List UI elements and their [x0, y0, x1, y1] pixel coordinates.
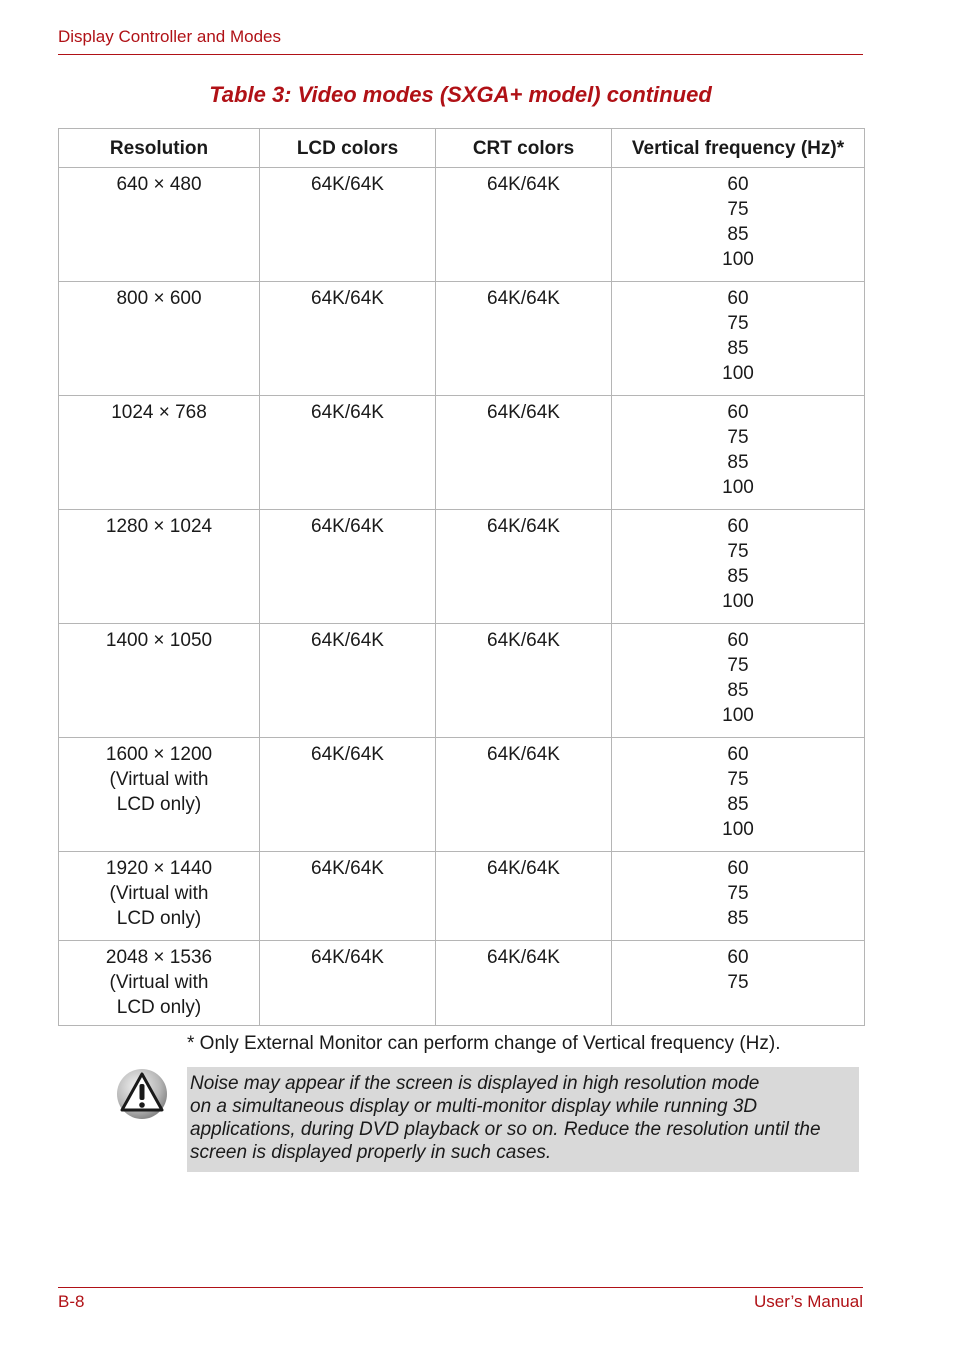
- resolution-value: 800 × 600: [116, 288, 202, 309]
- lcd-colors-cell: 64K/64K: [260, 941, 436, 1026]
- resolution-note: (Virtual with: [109, 769, 209, 790]
- frequency-value: 60: [727, 516, 749, 537]
- resolution-value: 1400 × 1050: [105, 630, 213, 651]
- footer-rule: [58, 1287, 863, 1288]
- resolution-value: 1024 × 768: [111, 402, 207, 423]
- crt-colors-cell: 64K/64K: [436, 282, 612, 396]
- frequency-value: 100: [722, 477, 754, 498]
- frequency-cell: [612, 396, 865, 510]
- column-header-vertical-frequency: Vertical frequency (Hz)*: [612, 129, 865, 168]
- table-row: [59, 396, 865, 510]
- caution-icon: [116, 1068, 168, 1120]
- lcd-colors-cell: 64K/64K: [260, 852, 436, 941]
- frequency-value: 75: [727, 769, 749, 790]
- frequency-value: 75: [727, 313, 749, 334]
- frequency-value: 100: [722, 705, 754, 726]
- column-header-lcd-colors: LCD colors: [260, 129, 436, 168]
- crt-colors-cell: 64K/64K: [436, 510, 612, 624]
- resolution-note: LCD only): [116, 794, 202, 815]
- frequency-value: 85: [727, 452, 749, 473]
- table-caption: Table 3: Video modes (SXGA+ model) continued: [209, 82, 712, 107]
- resolution-value: 1600 × 1200: [105, 744, 213, 765]
- table-header-row: [59, 129, 865, 168]
- crt-colors-cell: 64K/64K: [436, 168, 612, 282]
- frequency-cell: [612, 282, 865, 396]
- frequency-value: 100: [722, 363, 754, 384]
- crt-colors-cell: 64K/64K: [436, 396, 612, 510]
- resolution-value: 640 × 480: [116, 174, 202, 195]
- caution-note-line: screen is displayed properly in such cases.: [190, 1142, 552, 1163]
- page-number: B-8: [58, 1292, 85, 1311]
- frequency-value: 60: [727, 288, 749, 309]
- table-row: [59, 510, 865, 624]
- lcd-colors-cell: 64K/64K: [260, 168, 436, 282]
- running-header: Display Controller and Modes: [58, 27, 281, 46]
- header-rule: [58, 54, 863, 55]
- table-row: [59, 168, 865, 282]
- frequency-value: 75: [727, 541, 749, 562]
- frequency-value: 75: [727, 655, 749, 676]
- lcd-colors-cell: 64K/64K: [260, 282, 436, 396]
- frequency-value: 60: [727, 630, 749, 651]
- crt-colors-cell: 64K/64K: [436, 738, 612, 852]
- table-row: [59, 282, 865, 396]
- resolution-cell: [59, 510, 260, 624]
- frequency-cell: [612, 852, 865, 941]
- table-row: [59, 941, 865, 1026]
- frequency-value: 85: [727, 338, 749, 359]
- frequency-value: 85: [727, 680, 749, 701]
- manual-title: User’s Manual: [754, 1292, 863, 1311]
- frequency-value: 100: [722, 249, 754, 270]
- frequency-value: 75: [727, 883, 749, 904]
- frequency-value: 75: [727, 972, 749, 993]
- lcd-colors-cell: 64K/64K: [260, 738, 436, 852]
- frequency-value: 100: [722, 591, 754, 612]
- resolution-note: (Virtual with: [109, 883, 209, 904]
- frequency-value: 75: [727, 427, 749, 448]
- frequency-cell: [612, 510, 865, 624]
- resolution-value: 1920 × 1440: [105, 858, 213, 879]
- frequency-cell: [612, 941, 865, 1026]
- resolution-cell: [59, 852, 260, 941]
- video-modes-table: [58, 128, 865, 1026]
- frequency-cell: [612, 168, 865, 282]
- resolution-cell: [59, 396, 260, 510]
- crt-colors-cell: 64K/64K: [436, 624, 612, 738]
- resolution-note: LCD only): [116, 997, 202, 1018]
- frequency-value: 85: [727, 224, 749, 245]
- resolution-note: (Virtual with: [109, 972, 209, 993]
- frequency-value: 85: [727, 566, 749, 587]
- resolution-note: LCD only): [116, 908, 202, 929]
- frequency-cell: [612, 624, 865, 738]
- frequency-value: 85: [727, 794, 749, 815]
- frequency-value: 60: [727, 402, 749, 423]
- frequency-value: 100: [722, 819, 754, 840]
- resolution-value: 2048 × 1536: [105, 947, 213, 968]
- table-row: [59, 852, 865, 941]
- crt-colors-cell: 64K/64K: [436, 941, 612, 1026]
- caution-note-line: Noise may appear if the screen is displayed in high resolution mode: [190, 1073, 760, 1094]
- resolution-cell: [59, 168, 260, 282]
- frequency-value: 85: [727, 908, 749, 929]
- lcd-colors-cell: 64K/64K: [260, 510, 436, 624]
- frequency-value: 75: [727, 199, 749, 220]
- table-footnote: * Only External Monitor can perform change of Vertical frequency (Hz).: [187, 1033, 781, 1054]
- resolution-cell: [59, 624, 260, 738]
- frequency-value: 60: [727, 947, 749, 968]
- caution-note: [187, 1067, 859, 1172]
- frequency-value: 60: [727, 858, 749, 879]
- caution-note-line: on a simultaneous display or multi-monitor display while running 3D: [190, 1096, 758, 1117]
- frequency-cell: [612, 738, 865, 852]
- caution-note-line: applications, during DVD playback or so on. Reduce the resolution until the: [190, 1119, 821, 1140]
- lcd-colors-cell: 64K/64K: [260, 396, 436, 510]
- frequency-value: 60: [727, 174, 749, 195]
- table-row: [59, 738, 865, 852]
- column-header-crt-colors: CRT colors: [436, 129, 612, 168]
- column-header-resolution: Resolution: [59, 129, 260, 168]
- table-row: [59, 624, 865, 738]
- resolution-cell: [59, 282, 260, 396]
- resolution-cell: [59, 941, 260, 1026]
- lcd-colors-cell: 64K/64K: [260, 624, 436, 738]
- crt-colors-cell: 64K/64K: [436, 852, 612, 941]
- frequency-value: 60: [727, 744, 749, 765]
- resolution-cell: [59, 738, 260, 852]
- resolution-value: 1280 × 1024: [105, 516, 213, 537]
